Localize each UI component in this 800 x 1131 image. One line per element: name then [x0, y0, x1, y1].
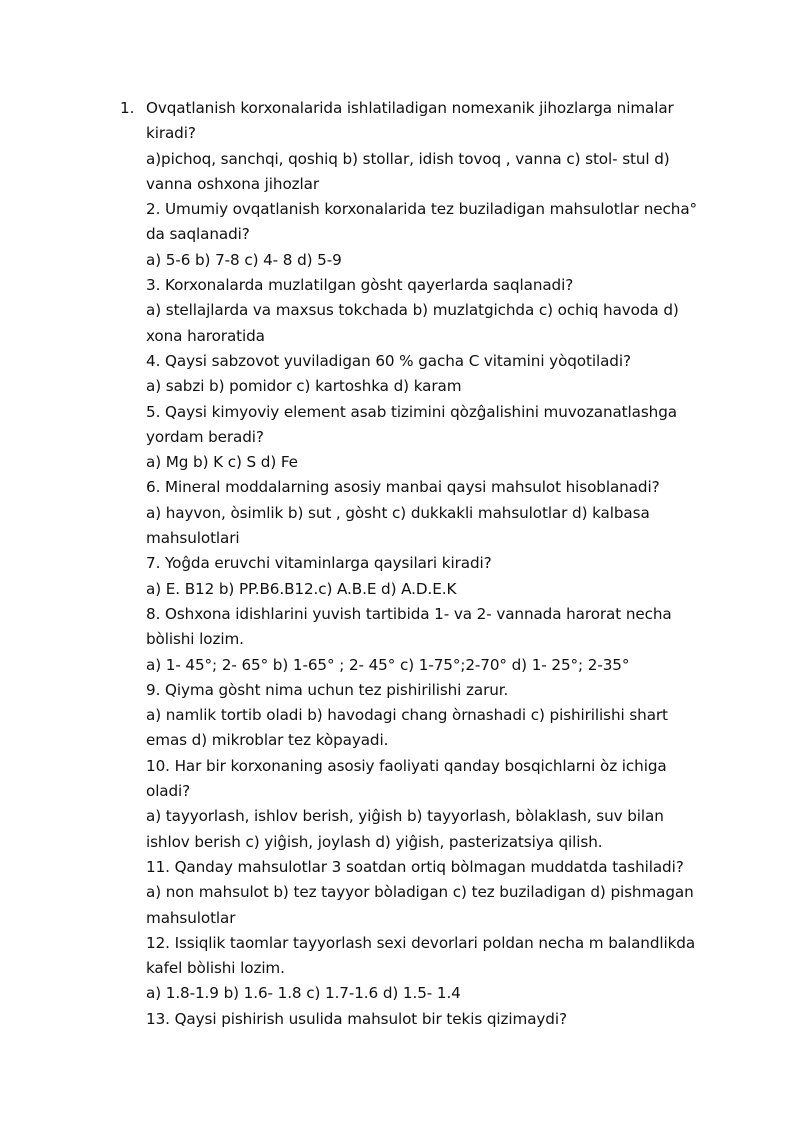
text-line: vanna oshxona jihozlar	[146, 174, 319, 193]
text-line: 11. Qanday mahsulotlar 3 soatdan ortiq bòlmagan muddatda tashiladi?	[146, 857, 684, 876]
text-line: a) tayyorlash, ishlov berish, yiĝish b) tayyorlash, bòlaklash, suv bilan	[146, 807, 664, 826]
text-line: bòlishi lozim.	[146, 630, 244, 649]
text-line: 2. Umumiy ovqatlanish korxonalarida tez buziladigan mahsulotlar necha°	[146, 200, 698, 219]
text-line: a) non mahsulot b) tez tayyor bòladigan c) tez buziladigan d) pishmagan	[146, 883, 694, 902]
text-line: 5. Qaysi kimyoviy element asab tizimini qòzĝalishini muvozanatlashga	[146, 402, 677, 421]
text-line: a) sabzi b) pomidor c) kartoshka d) karam	[146, 377, 462, 396]
text-line	[120, 96, 720, 121]
text-line: 13. Qaysi pishirish usulida mahsulot bir tekis qizimaydi?	[146, 1009, 567, 1028]
text-line: 9. Qiyma gòsht nima uchun tez pishirilishi zarur.	[146, 680, 509, 699]
text-line: a) Mg b) K c) S d) Fe	[146, 453, 298, 472]
text-line: a) stellajlarda va maxsus tokchada b) muzlatgichda c) ochiq havoda d)	[146, 301, 679, 320]
text-line: ishlov berish c) yiĝish, joylash d) yiĝish, pasterizatsiya qilish.	[146, 832, 603, 851]
text-line: 6. Mineral moddalarning asosiy manbai qaysi mahsulot hisoblanadi?	[146, 478, 660, 497]
line-text: Ovqatlanish korxonalarida ishlatiladigan nomexanik jihozlarga nimalar	[146, 99, 674, 117]
text-line: a) 1- 45°; 2- 65° b) 1-65° ; 2- 45° c) 1-75°;2-70° d) 1- 25°; 2-35°	[146, 655, 630, 674]
text-line: yordam beradi?	[146, 427, 264, 446]
text-line: a) 5-6 b) 7-8 c) 4- 8 d) 5-9	[146, 250, 342, 269]
text-line: a)pichoq, sanchqi, qoshiq b) stollar, idish tovoq , vanna c) stol- stul d)	[146, 149, 670, 168]
document-body	[120, 96, 720, 1032]
text-line: 7. Yoĝda eruvchi vitaminlarga qaysilari kiradi?	[146, 554, 492, 573]
text-line: 3. Korxonalarda muzlatilgan gòsht qayerlarda saqlanadi?	[146, 276, 574, 295]
text-line: a) E. B12 b) PP.B6.B12.c) A.B.E d) A.D.E.K	[146, 579, 457, 598]
text-line: oladi?	[146, 782, 191, 801]
text-line: mahsulotlar	[146, 908, 236, 927]
text-line: 4. Qaysi sabzovot yuviladigan 60 % gacha C vitamini yòqotiladi?	[146, 351, 631, 370]
text-line: da saqlanadi?	[146, 225, 250, 244]
text-line: a) 1.8-1.9 b) 1.6- 1.8 c) 1.7-1.6 d) 1.5- 1.4	[146, 984, 461, 1003]
text-line: 8. Oshxona idishlarini yuvish tartibida 1- va 2- vannada harorat necha	[146, 604, 672, 623]
text-line: mahsulotlari	[146, 529, 240, 548]
text-line: kafel bòlishi lozim.	[146, 959, 285, 978]
text-line: emas d) mikroblar tez kòpayadi.	[146, 731, 389, 750]
text-line: kiradi?	[146, 124, 196, 143]
list-number: 1.	[120, 99, 135, 117]
text-line: 12. Issiqlik taomlar tayyorlash sexi devorlari poldan necha m balandlikda	[146, 933, 696, 952]
text-line: xona haroratida	[146, 326, 265, 345]
text-line: a) hayvon, òsimlik b) sut , gòsht c) dukkakli mahsulotlar d) kalbasa	[146, 503, 650, 522]
text-line: 10. Har bir korxonaning asosiy faoliyati qanday bosqichlarni òz ichiga	[146, 756, 667, 775]
text-line: a) namlik tortib oladi b) havodagi chang òrnashadi c) pishirilishi shart	[146, 706, 668, 725]
